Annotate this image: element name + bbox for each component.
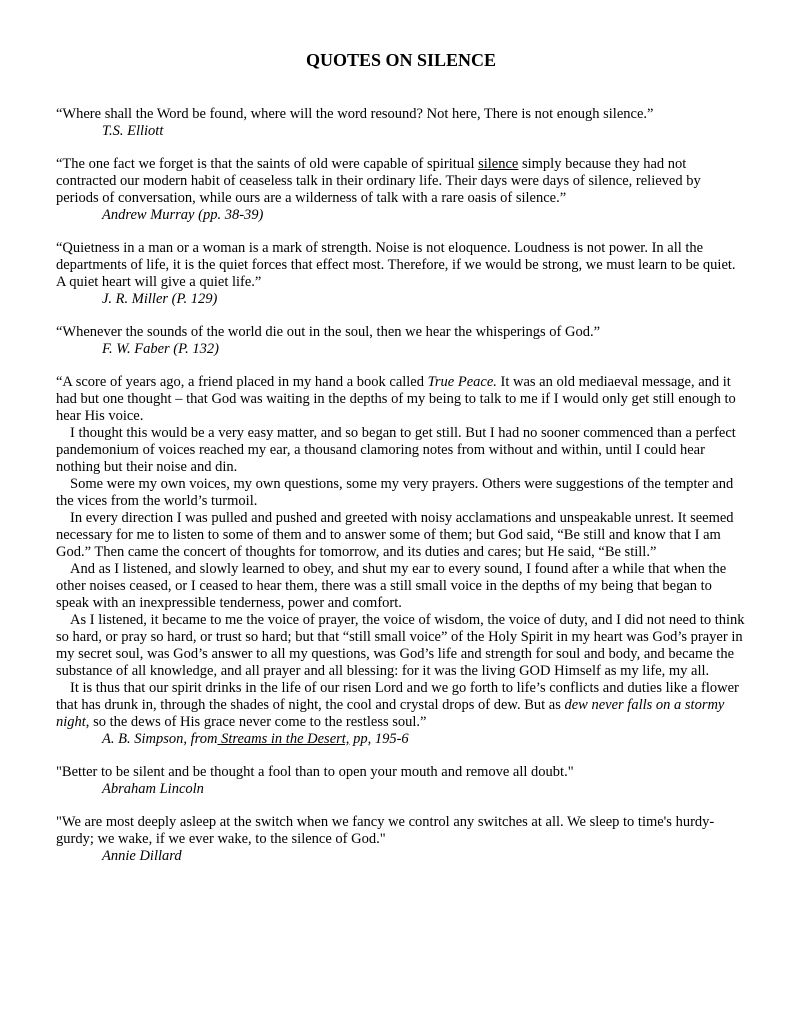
quote-simpson	[56, 374, 746, 748]
quote-author: Annie Dillard	[102, 848, 182, 864]
quote-author: T.S. Elliott	[102, 123, 164, 139]
page-title: QUOTES ON SILENCE	[305, 50, 497, 70]
quote-eliot	[56, 106, 746, 140]
quote-paragraph: Some were my own voices, my own questions, some my very prayers. Others were suggestions of the tempter and the vices from the world’s turmoil.	[56, 476, 734, 509]
quote-author: F. W. Faber (P. 132)	[102, 341, 219, 357]
quote-text	[56, 156, 746, 207]
quote-text: “Quietness in a man or a woman is a mark of strength. Noise is not eloquence. Loudness is not power. In all the departments of life, it is the quiet forces that effect most. Therefore, if we would be strong, we must learn to be quiet. A quiet heart will give a quiet life.”	[56, 240, 736, 290]
quote-dillard	[56, 814, 746, 865]
document-page	[56, 50, 746, 865]
quote-author	[102, 731, 746, 748]
quote-text-part: “The one fact we forget is that the saints of old were capable of spiritual	[56, 156, 479, 172]
quote-text: “Where shall the Word be found, where will the word resound? Not here, There is not enough silence.”	[56, 106, 654, 122]
author-name: A. B. Simpson, from	[102, 731, 218, 747]
quote-miller	[56, 240, 746, 308]
quote-paragraph	[56, 374, 746, 425]
quote-paragraph: In every direction I was pulled and pushed and greeted with noisy acclamations and unspeakable unrest. It seemed necessary for me to listen to some of them and to answer some of them; but God said, “Be still and know that I am God.” Then came the concert of thoughts for tomorrow, and its duties and cares; but He said, “Be still.”	[56, 510, 734, 560]
quote-author: Abraham Lincoln	[102, 781, 204, 797]
quote-text-part: It was an old mediaeval message, and it had but one thought – that God was waiting in the depths of my being to talk to me if I would only get still enough to hear His voice.	[56, 374, 736, 424]
quote-text-part: simply because they had not contracted our modern habit of ceaseless talk in their ordinary life. Their days were days of silence, relieved by periods of conversation, while ours are a wilderness of talk with a rare oasis of silence.”	[56, 156, 701, 206]
quote-faber	[56, 324, 746, 358]
quote-paragraph: As I listened, it became to me the voice of prayer, the voice of wisdom, the voice of duty, and I did not need to think so hard, or pray so hard, or trust so hard; but that “still small voice” of the Holy Spirit in my heart was God’s prayer in my secret soul, was God’s answer to all my questions, was God’s life and strength for soul and body, and became the substance of all knowledge, and all prayer and all blessing: for it was the living GOD Himself as my life, my all.	[56, 612, 745, 679]
book-title-underlined: Streams in the Desert,	[217, 731, 350, 747]
quote-paragraph: I thought this would be a very easy matter, and so began to get still. But I had no sooner commenced than a perfect pandemonium of voices reached my ear, a thousand clamoring notes from without and within, until I could hear nothing but their noise and din.	[56, 425, 736, 475]
quote-text: “Whenever the sounds of the world die out in the soul, then we hear the whisperings of God.”	[56, 324, 601, 340]
page-reference: pp, 195-6	[349, 731, 409, 747]
quote-paragraph: And as I listened, and slowly learned to obey, and shut my ear to every sound, I found after a while that when the other noises ceased, or I ceased to hear them, there was a still small voice in the depths of my being that began to speak with an inexpressible tenderness, power and comfort.	[56, 561, 727, 611]
underlined-word: silence	[478, 156, 519, 172]
quote-paragraph	[56, 680, 746, 731]
quote-text: "Better to be silent and be thought a fool than to open your mouth and remove all doubt."	[56, 764, 574, 780]
quote-text-part: so the dews of His grace never come to the restless soul.”	[89, 714, 427, 730]
quote-text-part: “A score of years ago, a friend placed in my hand a book called	[56, 374, 428, 390]
quote-text-part: It is thus that our spirit drinks in the life of our risen Lord and we go forth to life’s conflicts and duties like a flower that has drunk in, through the shades of night, the cool and crystal drops of dew. But as	[56, 680, 739, 713]
quote-text: "We are most deeply asleep at the switch when we fancy we control any switches at all. We sleep to time's hurdy-gurdy; we wake, if we ever wake, to the silence of God."	[56, 814, 715, 847]
italic-phrase: dew never falls on a stormy night,	[56, 697, 725, 730]
quote-murray	[56, 156, 746, 224]
quote-author: J. R. Miller (P. 129)	[102, 291, 218, 307]
book-title-italic: True Peace.	[427, 374, 497, 390]
quote-author: Andrew Murray (pp. 38-39)	[102, 207, 264, 223]
quote-lincoln	[56, 764, 746, 798]
